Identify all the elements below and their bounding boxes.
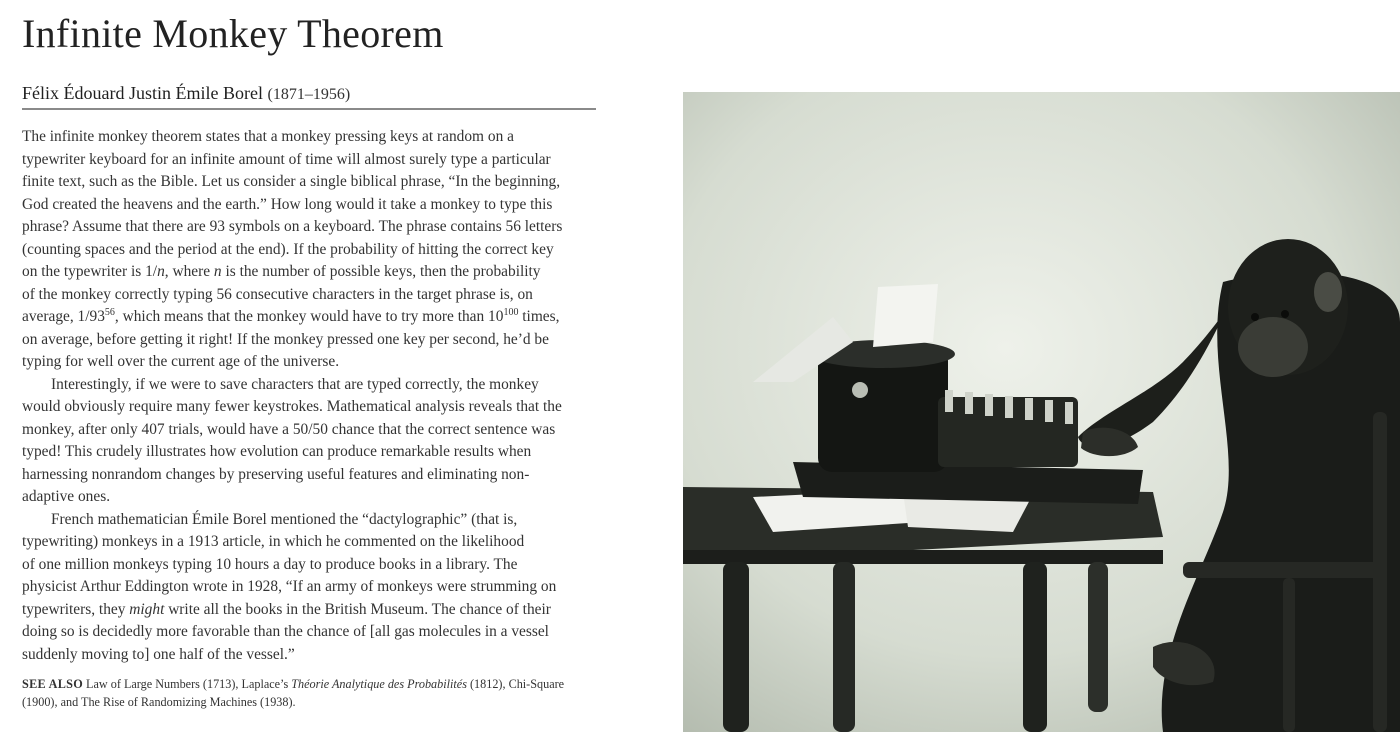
text-line: typewriting) monkeys in a 1913 article, in which he commented on the likelihood [22, 533, 525, 550]
text-line: physicist Arthur Eddington wrote in 1928, “If an army of monkeys were strumming on [22, 578, 557, 595]
table-leg [1088, 562, 1108, 712]
see-also-text: (1812), Chi-Square [466, 677, 565, 691]
exponent: 56 [104, 306, 115, 318]
article-body [22, 126, 597, 666]
text-line: monkey, after only 407 trials, would have a 50/50 chance that the correct sentence was [22, 420, 556, 438]
paragraph-1 [22, 126, 597, 374]
table-leg [723, 562, 749, 732]
text-line: on average, before getting it right! If the monkey pressed one key per second, he’d be [22, 330, 549, 348]
text-line: Interestingly, if we were to save characters that are typed correctly, the monkey [51, 375, 539, 393]
text-fragment: write all the books in the British Museum. The chance of their [164, 600, 551, 618]
table-edge [683, 550, 1163, 564]
math-variable: n [157, 263, 165, 280]
typewriter-paper [873, 284, 938, 347]
chimpanzee-typewriter-photo [683, 92, 1400, 732]
photo-illustration [683, 92, 1400, 732]
text-fragment: times, [518, 308, 560, 325]
text-line: doing so is decidedly more favorable than the chance of [all gas molecules in a vessel [22, 623, 549, 640]
see-also [22, 675, 622, 711]
text-line: typewriter keyboard for an infinite amount of time will almost surely type a particular [22, 150, 551, 168]
person-years: (1871–1956) [267, 86, 351, 103]
text-line [22, 261, 597, 284]
text-line: suddenly moving to] one half of the vessel.” [22, 645, 295, 663]
see-also-title: Théorie Analytique des Probabilités [291, 677, 467, 691]
text-line: typing for well over the current age of the universe. [22, 353, 340, 370]
byline [22, 83, 596, 110]
text-line: phrase? Assume that there are 93 symbols on a keyboard. The phrase contains 56 letters [22, 218, 563, 235]
text-line: typed! This crudely illustrates how evolution can produce remarkable results when [22, 443, 532, 460]
text-line: God created the heavens and the earth.” How long would it take a monkey to type this [22, 195, 553, 213]
text-line: of one million monkeys typing 10 hours a day to produce books in a library. The [22, 555, 518, 573]
exponent: 100 [503, 306, 519, 318]
text-line: harnessing nonrandom changes by preserving useful features and eliminating non- [22, 465, 530, 483]
text-line: French mathematician Émile Borel mentioned the “dactylographic” (that is, [51, 510, 518, 528]
table-leg [833, 562, 855, 732]
text-line: finite text, such as the Bible. Let us consider a single biblical phrase, “In the beginning, [22, 173, 561, 190]
table-leg [1023, 562, 1047, 732]
text-line: (counting spaces and the period at the end). If the probability of hitting the correct key [22, 240, 554, 258]
see-also-text: (1900), and The Rise of Randomizing Machines (1938). [22, 695, 296, 709]
text-fragment: is the number of possible keys, then the probability [221, 263, 541, 280]
text-fragment: typewriters, they [22, 600, 130, 618]
text-fragment: on the typewriter is 1/ [22, 263, 158, 280]
text-fragment: , where [164, 263, 214, 280]
emphasis: might [129, 600, 165, 618]
text-line: adaptive ones. [22, 488, 111, 505]
person-name: Félix Édouard Justin Émile Borel [22, 83, 263, 103]
see-also-label: SEE ALSO [22, 677, 83, 691]
text-fragment: average, 1/93 [22, 308, 105, 325]
page-title: Infinite Monkey Theorem [22, 11, 444, 56]
math-variable: n [213, 263, 222, 280]
text-line [22, 599, 597, 622]
text-fragment: , which means that the monkey would have to try more than 10 [114, 308, 504, 325]
typewriter-knob [852, 382, 868, 398]
text-line [22, 306, 597, 329]
text-line: would obviously require many fewer keystrokes. Mathematical analysis reveals that the [22, 398, 562, 415]
typewriter-keys [938, 390, 1078, 467]
paragraph-3 [22, 509, 597, 667]
text-line: The infinite monkey theorem states that a monkey pressing keys at random on a [22, 128, 514, 145]
text-line: of the monkey correctly typing 56 consecutive characters in the target phrase is, on [22, 285, 533, 303]
see-also-text: Law of Large Numbers (1713), Laplace’s [83, 677, 292, 691]
paragraph-2 [22, 374, 597, 509]
